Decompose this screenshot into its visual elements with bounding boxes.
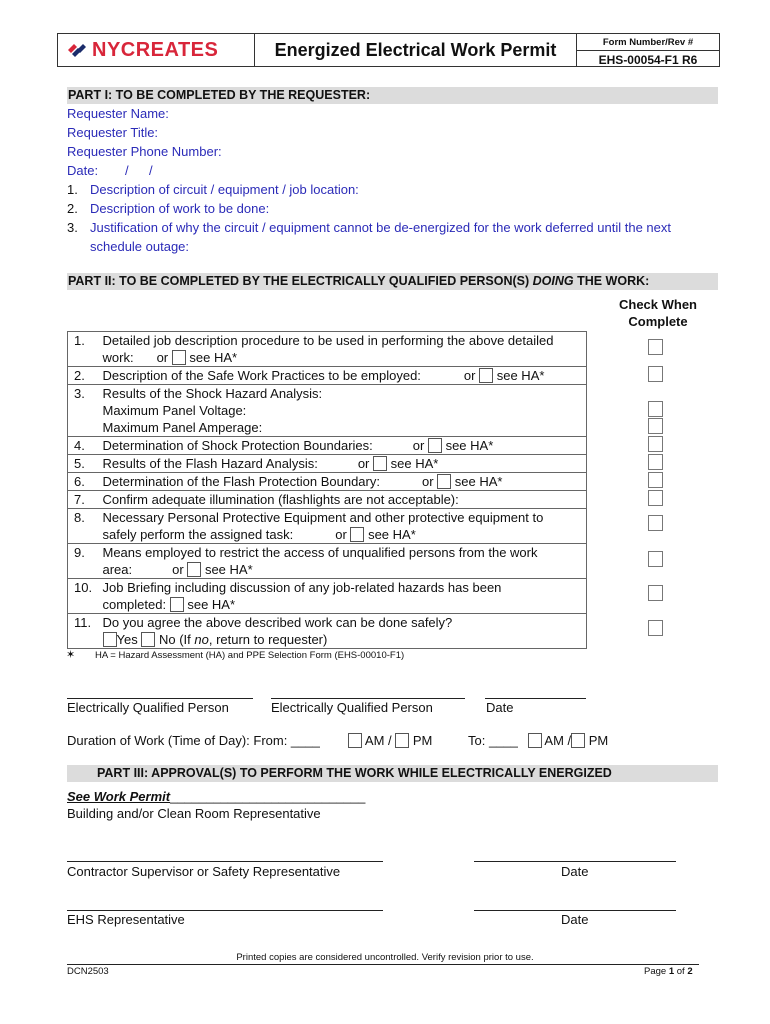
heading-emphasis: DOING	[532, 274, 574, 288]
form-number-label: Form Number/Rev #	[577, 34, 719, 51]
row-label: area:	[102, 562, 133, 577]
signature-line[interactable]	[67, 861, 383, 862]
date-label: Date	[561, 864, 589, 879]
from-am-checkbox[interactable]	[348, 733, 362, 748]
or-text: or	[172, 562, 184, 577]
complete-checkbox[interactable]	[648, 585, 663, 601]
from-pm-checkbox[interactable]	[395, 733, 409, 748]
row-text-line: Means employed to restrict the access of unqualified persons from the work	[102, 545, 538, 560]
ehs-label: EHS Representative	[67, 912, 185, 927]
see-ha-checkbox[interactable]	[172, 350, 186, 365]
signature-label: Electrically Qualified Person	[271, 700, 433, 715]
date-sep: /	[125, 163, 129, 178]
pm-label: PM	[412, 733, 433, 748]
row-text-line: Results of the Shock Hazard Analysis:	[102, 386, 323, 401]
check-header-line: Check When	[618, 297, 697, 312]
item-text[interactable]: Description of circuit / equipment / job location:	[90, 182, 359, 197]
see-work-permit-link[interactable]: See Work Permit	[67, 789, 171, 804]
no-label: No (If	[158, 632, 195, 647]
no-label: , return to requester)	[208, 632, 328, 647]
ha-note: HA = Hazard Assessment (HA) and PPE Selection Form (EHS-00010-F1)	[95, 650, 405, 661]
see-permit-line[interactable]: ___________________________	[170, 789, 366, 804]
item-number: 3.	[67, 220, 78, 235]
table-row	[68, 509, 587, 544]
row-number: 7.	[68, 491, 101, 509]
list-item	[67, 180, 359, 199]
row-number: 2.	[68, 367, 101, 385]
row-text-line	[103, 596, 587, 613]
item-number: 1.	[67, 182, 78, 197]
complete-checkbox[interactable]	[648, 436, 663, 452]
footer-note: Printed copies are considered uncontrolled. Verify revision prior to use.	[236, 952, 534, 963]
item-text[interactable]: schedule outage:	[90, 239, 190, 254]
to-label: To: ____	[468, 733, 518, 748]
table-row	[68, 455, 587, 473]
signature-line[interactable]	[271, 698, 465, 699]
row-text	[101, 367, 587, 385]
row-text-line: Maximum Panel Voltage:	[102, 403, 247, 418]
logo	[58, 34, 255, 66]
row-text	[101, 455, 587, 473]
from-time	[348, 733, 432, 748]
page-total: 2	[687, 966, 693, 977]
am-label: AM /	[544, 733, 572, 748]
row-text-line: Maximum Panel Amperage:	[102, 420, 263, 435]
row-text-line: Necessary Personal Protective Equipment and other protective equipment to	[102, 510, 544, 525]
date-line[interactable]	[474, 861, 676, 862]
date-line[interactable]	[474, 910, 676, 911]
complete-checkbox[interactable]	[648, 418, 663, 434]
form-number: EHS-00054-F1 R6	[598, 53, 698, 67]
row-label: work:	[102, 350, 134, 365]
check-column-header	[600, 296, 716, 330]
row-text	[101, 509, 587, 544]
see-ha-checkbox[interactable]	[437, 474, 451, 489]
see-ha-label: see HA*	[189, 350, 238, 365]
table-row	[68, 332, 587, 367]
no-checkbox[interactable]	[141, 632, 155, 647]
see-ha-label: see HA*	[496, 368, 545, 383]
building-rep-label: Building and/or Clean Room Representative	[67, 806, 321, 821]
row-text	[101, 385, 587, 437]
footer-divider	[67, 964, 699, 965]
am-label: AM /	[364, 733, 392, 748]
no-emphasis: no	[194, 632, 209, 647]
part3-heading: PART III: APPROVAL(S) TO PERFORM THE WORK WHILE ELECTRICALLY ENERGIZED	[67, 765, 718, 782]
or-text: or	[463, 368, 476, 383]
logo-text: NYCREATES	[92, 38, 219, 61]
complete-checkbox[interactable]	[648, 454, 663, 470]
complete-checkbox[interactable]	[648, 490, 663, 506]
page-label: Page	[644, 966, 669, 977]
see-ha-checkbox[interactable]	[373, 456, 387, 471]
form-header	[57, 33, 720, 67]
row-text-line: Job Briefing including discussion of any job-related hazards has been	[102, 580, 502, 595]
row-text	[101, 332, 587, 367]
heading-text: THE WORK:	[573, 274, 650, 288]
see-ha-label: see HA*	[204, 562, 253, 577]
item-number: 2.	[67, 201, 78, 216]
row-text-line: Detailed job description procedure to be used in performing the above detailed	[102, 333, 554, 348]
row-text: Confirm adequate illumination (flashlights are not acceptable):	[101, 491, 587, 509]
asterisk-icon: ✶	[66, 649, 76, 661]
row-text-line	[103, 631, 587, 648]
see-permit-row	[67, 789, 365, 804]
row-number: 6.	[68, 473, 101, 491]
row-label: Determination of the Flash Protection Boundary:	[102, 474, 380, 489]
page-number: 1	[668, 966, 675, 977]
see-ha-checkbox[interactable]	[170, 597, 184, 612]
table-row	[68, 385, 587, 437]
requester-title-field[interactable]: Requester Title:	[67, 125, 159, 140]
item-text[interactable]: Description of work to be done:	[90, 201, 270, 216]
or-text: or	[156, 350, 169, 365]
or-text: or	[412, 438, 425, 453]
yes-checkbox[interactable]	[103, 632, 117, 647]
complete-checkbox[interactable]	[648, 620, 663, 636]
see-ha-label: see HA*	[368, 527, 416, 542]
signature-label: Electrically Qualified Person	[67, 700, 229, 715]
part2-heading	[67, 273, 718, 290]
see-ha-checkbox[interactable]	[479, 368, 493, 383]
see-ha-checkbox[interactable]	[187, 562, 201, 577]
to-time	[468, 733, 608, 748]
date-line[interactable]	[485, 698, 586, 699]
row-number: 9.	[68, 544, 101, 579]
row-text-line	[103, 526, 587, 543]
table-row	[68, 579, 587, 614]
row-text	[101, 579, 587, 614]
pm-label: PM	[588, 733, 609, 748]
row-label: completed:	[102, 597, 167, 612]
complete-checkbox[interactable]	[648, 339, 663, 355]
row-label: Results of the Flash Hazard Analysis:	[102, 456, 318, 471]
complete-checkbox[interactable]	[648, 515, 663, 531]
see-ha-checkbox[interactable]	[428, 438, 442, 453]
part1-heading: PART I: TO BE COMPLETED BY THE REQUESTER:	[67, 87, 718, 104]
contractor-label: Contractor Supervisor or Safety Representative	[67, 864, 341, 879]
page-indicator	[644, 966, 693, 977]
row-text	[101, 544, 587, 579]
see-ha-label: see HA*	[445, 438, 494, 453]
complete-checkbox[interactable]	[648, 472, 663, 488]
complete-checkbox[interactable]	[648, 366, 663, 382]
table-row	[68, 491, 587, 509]
table-row	[68, 544, 587, 579]
requester-name-field[interactable]: Requester Name:	[67, 106, 169, 121]
row-number: 3.	[68, 385, 101, 437]
date-label: Date	[486, 700, 514, 715]
row-text	[101, 473, 587, 491]
table-row	[68, 437, 587, 455]
row-number: 10.	[68, 579, 101, 614]
page-of: of	[674, 966, 688, 977]
row-label: Description of the Safe Work Practices to be employed:	[102, 368, 421, 383]
item-text[interactable]: Justification of why the circuit / equipment cannot be de-energized for the work deferred until the next	[90, 220, 671, 235]
requester-phone-field[interactable]: Requester Phone Number:	[67, 144, 222, 159]
row-text-line	[103, 349, 587, 366]
check-header-line: Complete	[628, 314, 688, 329]
work-checklist-table	[67, 331, 587, 649]
see-ha-label: see HA*	[390, 456, 439, 471]
signature-line[interactable]	[67, 910, 383, 911]
heading-text: PART II: TO BE COMPLETED BY THE ELECTRICALLY QUALIFIED PERSON(S)	[68, 274, 533, 288]
or-text: or	[357, 456, 370, 471]
row-number: 4.	[68, 437, 101, 455]
to-am-checkbox[interactable]	[528, 733, 542, 748]
see-ha-checkbox[interactable]	[350, 527, 364, 542]
date-label: Date:	[67, 163, 99, 178]
date-label: Date	[561, 912, 589, 927]
duration-label: Duration of Work (Time of Day): From: ____	[67, 733, 320, 748]
row-number: 5.	[68, 455, 101, 473]
table-row	[68, 614, 587, 649]
or-text: or	[335, 527, 347, 542]
form-number-cell	[577, 34, 719, 66]
row-text	[101, 614, 587, 649]
dcn-number: DCN2503	[67, 966, 109, 977]
row-label: Determination of Shock Protection Boundaries:	[102, 438, 373, 453]
table-row	[68, 367, 587, 385]
signature-line[interactable]	[67, 698, 253, 699]
row-number: 8.	[68, 509, 101, 544]
row-text-line	[103, 561, 587, 578]
duration-row	[67, 733, 609, 748]
to-pm-checkbox[interactable]	[571, 733, 585, 748]
or-text: or	[421, 474, 434, 489]
page-title: Energized Electrical Work Permit	[255, 34, 577, 66]
see-ha-label: see HA*	[454, 474, 503, 489]
row-label: safely perform the assigned task:	[102, 527, 294, 542]
list-item	[67, 218, 671, 237]
row-text	[101, 437, 587, 455]
yes-label: Yes	[116, 632, 138, 647]
list-item	[67, 199, 270, 218]
row-text-line: Do you agree the above described work can be done safely?	[102, 615, 453, 630]
date-field[interactable]	[67, 161, 153, 180]
date-sep: /	[149, 163, 153, 178]
table-row	[68, 473, 587, 491]
complete-checkbox[interactable]	[648, 551, 663, 567]
complete-checkbox[interactable]	[648, 401, 663, 417]
row-number: 1.	[68, 332, 101, 367]
row-number: 11.	[68, 614, 101, 649]
nycreates-logo-icon	[66, 42, 88, 58]
see-ha-label: see HA*	[187, 597, 236, 612]
